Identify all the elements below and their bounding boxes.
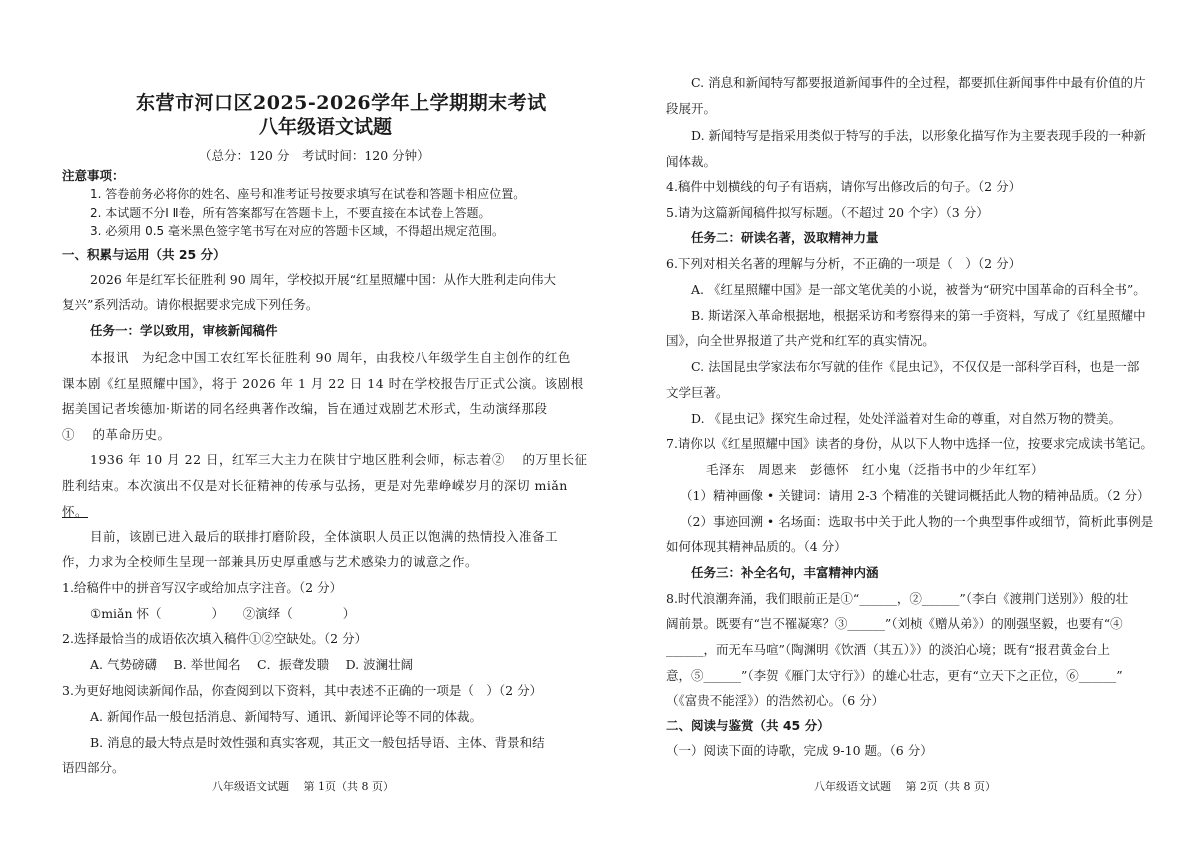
news-blank-line: ① 的革命历史。 <box>62 427 171 442</box>
question-7-part-2: 如何体现其精神品质的。（4 分） <box>666 539 847 554</box>
question-6: 6.下列对相关名著的理解与分析，不正确的一项是（ ）（2 分） <box>666 256 1022 271</box>
question-6-option-c: C. 法国昆虫学家法布尔写就的佳作《昆虫记》，不仅仅是一部科学百科，也是一部 <box>691 359 1140 374</box>
notice-item: 1. 答卷前务必将你的姓名、座号和准考证号按要求填写在试卷和答题卡相应位置。 <box>90 187 526 201</box>
question-6-option-c: 文学巨著。 <box>666 385 729 400</box>
news-line: 目前，该剧已进入最后的联排打磨阶段，全体演职人员正以饱满的热情投入准备工 <box>90 529 559 544</box>
news-line: 作，力求为全校师生呈现一部兼具历史厚重感与艺术感染力的诚意之作。 <box>62 554 479 569</box>
question-5: 5.请为这篇新闻稿件拟写标题。（不超过 20 个字）（3 分） <box>666 205 989 220</box>
question-4: 4.稿件中划横线的句子有语病，请你写出修改后的句子。（2 分） <box>666 179 1022 194</box>
notice-item: 3. 必须用 0.5 毫米黑色签字笔书写在对应的答题卡区域，不得超出规定范围。 <box>90 224 504 238</box>
question-3-option-a: A. 新闻作品一般包括消息、新闻特写、通讯、新闻评论等不同的体裁。 <box>90 709 482 724</box>
news-line: 课本剧《红星照耀中国》，将于 2026 年 1 月 22 日 14 时在学校报告厅正式公演。该剧根 <box>62 376 584 391</box>
question-8-line: （《富贵不能淫》）的浩然初心。（6 分） <box>666 693 885 708</box>
question-8-line: 8.时代浪潮奔涌，我们眼前正是①“______，②______”（李白《渡荆门送别》）般的壮 <box>666 591 1129 606</box>
question-7-part-1: （1）精神画像 • 关键词：请用 2-3 个精准的关键词概括此人物的精神品质。（2 分） <box>680 488 1150 503</box>
news-line: 1936 年 10 月 22 日，红军三大主力在陕甘宁地区胜利会师，标志着② 的万里长征 <box>90 452 588 467</box>
task-heading: 任务三：补全名句，丰富精神内涵 <box>691 565 879 580</box>
question-6-option-d: D. 《昆虫记》探究生命过程，处处洋溢着对生命的尊重，对自然万物的赞美。 <box>691 411 1122 426</box>
news-underlined-line: 怀。 <box>62 504 89 519</box>
news-underlined-line: 胜利结束。本次演出不仅是对长征精神的传承与弘扬，更是对先辈峥嵘岁月的深切 miǎn <box>62 478 568 493</box>
question-6-option-b: B. 斯诺深入革命根据地，根据采访和考察得来的第一手资料，写成了《红星照耀中 <box>691 308 1146 323</box>
question-7-part-2: （2）事迹回溯 • 名场面：选取书中关于此人物的一个典型事件或细节，简析此事例是 <box>680 514 1154 529</box>
reading-instruction: （一）阅读下面的诗歌，完成 9-10 题。（6 分） <box>666 743 933 758</box>
page-footer: 八年级语文试题 第 2页（共 8 页） <box>814 780 996 793</box>
question-3-option-d: D. 新闻特写是指采用类似于特写的手法，以形象化描写作为主要表现手段的一种新 <box>691 128 1147 143</box>
notice-title: 注意事项： <box>62 168 125 183</box>
question-3-option-b: B. 消息的最大特点是时效性强和真实客观，其正文一般包括导语、主体、背景和结 <box>90 735 545 750</box>
news-line: 本报讯 为纪念中国工农红军长征胜利 90 周年，由我校八年级学生自主创作的红色 <box>90 350 571 365</box>
question-6-option-a: A. 《红星照耀中国》是一部文笔优美的小说，被誉为“研究中国革命的百科全书”。 <box>691 282 1146 297</box>
section-heading: 一、积累与运用（共 25 分） <box>62 247 226 262</box>
question-3-option-c: C. 消息和新闻特写都要报道新闻事件的全过程，都要抓住新闻事件中最有价值的片 <box>691 75 1146 90</box>
question-3: 3.为更好地阅读新闻作品，你查阅到以下资料，其中表述不正确的一项是（ ）（2 分） <box>62 683 543 698</box>
question-8-line: 阔前景。既要有“岂不罹凝寒？③______”（刘桢《赠从弟》）的刚强坚毅，也要有“④ <box>666 616 1123 631</box>
question-3-option-d: 闻体裁。 <box>666 154 717 169</box>
section-heading: 二、阅读与鉴赏（共 45 分） <box>666 718 830 733</box>
question-1-items: ①miǎn 怀（ ） ②演绎（ ） <box>90 606 356 621</box>
question-8-line: 意，⑤______”（李贺《雁门太守行》）的雄心壮志，更有“立天下之正位，⑥______” <box>666 668 1123 683</box>
task-heading: 任务一：学以致用，审核新闻稿件 <box>90 323 278 338</box>
question-7: 7.请你以《红星照耀中国》读者的身份，从以下人物中选择一位，按要求完成读书笔记。 <box>666 436 1153 451</box>
question-6-option-b: 国》，向全世界报道了共产党和红军的真实情况。 <box>666 333 935 348</box>
score-time-line: （总分：120 分 考试时间：120 分钟） <box>199 148 430 163</box>
question-2-options: A. 气势磅礴 B. 举世闻名 C．振聋发聩 D. 波澜壮阔 <box>90 657 414 672</box>
exam-subtitle: 八年级语文试题 <box>259 116 393 138</box>
question-7-people: 毛泽东 周恩来 彭德怀 红小鬼（泛指书中的少年红军） <box>706 462 1045 477</box>
question-8-line: ______，而无车马喧”（陶渊明《饮酒（其五）》）的淡泊心境；既有“报君黄金台上 <box>666 642 1111 657</box>
question-3-option-b: 语四部分。 <box>62 760 125 775</box>
question-2: 2.选择最恰当的成语依次填入稿件①②空缺处。（2 分） <box>62 631 368 646</box>
intro-line: 复兴”系列活动。请你根据要求完成下列任务。 <box>62 297 319 312</box>
question-1: 1.给稿件中的拼音写汉字或给加点字注音。（2 分） <box>62 580 343 595</box>
intro-line: 2026 年是红军长征胜利 90 周年，学校拟开展“红星照耀中国：从作大胜利走向伟大 <box>90 272 557 287</box>
exam-title: 东营市河口区2025-2026学年上学期期末考试 <box>136 92 547 114</box>
task-heading: 任务二：研读名著，汲取精神力量 <box>691 230 879 245</box>
page-footer: 八年级语文试题 第 1页（共 8 页） <box>212 780 394 793</box>
news-line: 据美国记者埃德加·斯诺的同名经典著作改编，旨在通过戏剧艺术形式，生动演绎那段 <box>62 401 548 416</box>
notice-item: 2. 本试题不分Ⅰ Ⅱ卷，所有答案都写在答题卡上，不要直接在本试卷上答题。 <box>90 206 491 220</box>
question-3-option-c: 段展开。 <box>666 101 717 116</box>
